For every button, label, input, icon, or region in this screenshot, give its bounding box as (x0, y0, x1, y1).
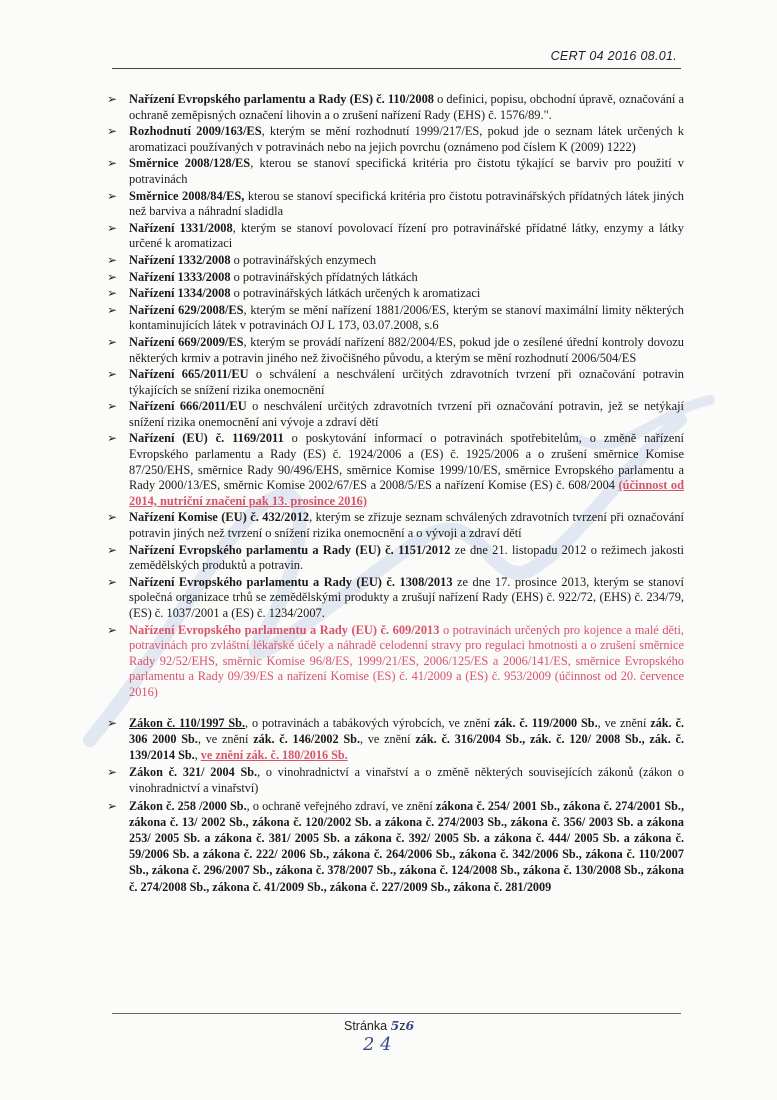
regulation-title: Nařízení Evropského parlamentu a Rady (EU) č. 1151/2012 (129, 542, 451, 557)
bullet-arrow-icon: ➢ (107, 124, 118, 139)
effective-date-note: (účinnost od 2014, nutriční značení pak 13. prosince 2016) (129, 478, 684, 508)
regulation-item (104, 156, 684, 187)
regulation-title: Nařízení 1334/2008 (129, 286, 231, 301)
regulation-title: Nařízení Evropského parlamentu a Rady (EU) č. 1308/2013 (129, 574, 453, 589)
regulation-item (104, 253, 684, 269)
law-text: , ve znění (360, 731, 416, 746)
header-divider (112, 68, 681, 69)
regulation-item (104, 623, 684, 701)
regulation-text: , kterým se provádí nařízení 882/2004/ES, pokud jde o zesílené úřední kontroly dovozu některých krmiv a potravin jiného než živočišného původu, a kterým se mění rozhodnutí 2006/504/ES (129, 334, 684, 365)
regulation-text: , kterým se mění rozhodnutí 1999/217/ES, pokud jde o seznam látek určených k aromatizaci používaných v potravinách nebo na jejich povrchu (oznámeno pod číslem K (2009) 1222) (129, 124, 684, 154)
regulation-title: Nařízení Komise (EU) č. 432/2012 (129, 510, 310, 525)
regulation-title: Nařízení 1332/2008 (129, 252, 231, 267)
law-reference: zákona č. 254/ 2001 Sb., zákona č. 274/2001 Sb., zákona č. 13/ 2002 Sb., zákona č. 120/2002 Sb. a zákona č. 274/2003 Sb., zákona č. 356/ 2003 Sb. a zákona 253/ 2005 Sb. a zákona č. 381/ 2005 Sb. a zákona č. 392/ 2005 Sb. a zákona č. 444/ 2005 Sb. a zákona č. 59/2006 Sb. a zákona č. 222/ 2006 Sb., zákona č. 264/2006 Sb., zákona č. 342/2006 Sb., zákona č. 110/2007 Sb., zákona č. 296/2007 Sb., zákona č. 378/2007 Sb., zákona č. 124/2008 Sb., zákona č. 130/2008 Sb., zákona č. 274/2008 Sb., zákona č. 41/2009 Sb., zákona č. 227/2009 Sb., zákona č. 281/2009 (129, 798, 684, 894)
regulation-text-highlighted: o potravinách určených pro kojence a malé děti, potravinách pro zvláštní lékařské účely a náhradě celodenní stravy pro regulaci hmotnosti a o zrušení směrnice Rady 92/52/EHS, směrnic Komise 96/8/ES, 1999/21/ES, 2006/125/ES a 2006/141/ES, směrnice Evropského parlamentu a Rady 09/39/ES a nařízení Komise (ES) č. 41/2009 a (ES) č. 953/2009 (účinnost od 20. července 2016) (129, 622, 684, 699)
regulation-text: o neschválení určitých zdravotních tvrzení při označování potravin, jež se netýkají snížení rizika onemocnění ani vývoje a zdraví dětí (129, 399, 684, 429)
law-reference: Zákon č. 258 /2000 Sb. (129, 798, 247, 813)
regulation-item (104, 335, 684, 366)
bullet-arrow-icon: ➢ (107, 431, 118, 446)
page-total-handwritten: 6 (405, 1018, 415, 1033)
bullet-arrow-icon: ➢ (107, 798, 118, 813)
page-number (344, 1018, 414, 1033)
bullet-arrow-icon: ➢ (107, 92, 118, 106)
regulation-text: ze dne 21. listopadu 2012 o režimech jakosti zemědělských produktů a potravin. (129, 542, 684, 573)
page-label: Stránka (344, 1019, 388, 1033)
regulation-title: Nařízení (EU) č. 1169/2011 (129, 431, 284, 446)
bullet-arrow-icon: ➢ (107, 542, 118, 557)
regulation-item (104, 399, 684, 430)
regulation-title: Nařízení 665/2011/EU (129, 367, 249, 382)
bullet-arrow-icon: ➢ (107, 765, 118, 780)
regulation-title: Směrnice 2008/128/ES (129, 156, 251, 171)
regulation-title: Nařízení 1333/2008 (129, 269, 231, 284)
regulation-text: , kterým se stanoví povolovací řízení pro potravinářské přídatné látky, enzymy a látky určené k aromatizaci (129, 220, 684, 251)
regulation-text: ze dne 17. prosince 2013, kterým se stanoví společná organizace trhů se zemědělskými produkty a zrušují nařízení Rady (EHS) č. 922/72, (EHS) č. 234/79, (ES) č. 1037/2001 a (ES) č. 1234/2007. (129, 574, 684, 620)
regulation-item (104, 286, 684, 302)
bullet-arrow-icon: ➢ (107, 156, 118, 171)
law-text: , (194, 747, 201, 762)
regulation-item (104, 124, 684, 155)
regulation-text: , kterou se stanoví specifická kritéria pro čistotu týkající se barviv pro použití v potravinách (129, 156, 684, 186)
bullet-arrow-icon: ➢ (107, 399, 118, 414)
regulation-list (104, 92, 684, 896)
regulation-text: kterou se stanoví specifická kritéria pro čistotu potravinářských přídatných látek jiných než barviva a náhradní sladidla (129, 188, 684, 219)
footer-divider (112, 1013, 681, 1014)
law-reference: zák. č. 316/2004 Sb., zák. č. 120/ 2008 Sb., zák. č. 139/2014 Sb. (129, 731, 684, 762)
bullet-arrow-icon: ➢ (107, 269, 118, 284)
regulation-item (104, 303, 684, 334)
handwritten-page-note: 2 4 (363, 1034, 392, 1055)
bullet-arrow-icon: ➢ (107, 302, 118, 317)
law-item (104, 715, 684, 764)
page-current-handwritten: 5 (390, 1018, 400, 1033)
regulation-text: o poskytování informací o potravinách spotřebitelům, o změně nařízení Evropského parlamentu a Rady (ES) č. 1924/2006 a (ES) č. 1925/2006 a o zrušení směrnice Komise 87/250/EHS, směrnice Rady 90/496/EHS, směrnice Komise 1999/10/ES, směrnice Evropského parlamentu a Rady 2000/13/ES, směrnic Komise 2002/67/ES a 2008/5/ES a nařízení Komise (ES) č. 608/2004 (129, 431, 684, 493)
law-text: , o vinohradnictví a vinařství a o změně některých souvisejících zákonů (zákon o vinohradnictví a vinařství) (129, 765, 684, 796)
regulation-text: o schválení a neschválení určitých zdravotních tvrzení při označování potravin týkajících se snížení rizika onemocnění (129, 367, 684, 397)
page-of: z (399, 1019, 406, 1033)
regulation-title: Rozhodnutí 2009/163/ES (129, 124, 262, 139)
bullet-arrow-icon: ➢ (107, 367, 118, 382)
law-reference: zák. č. 119/2000 Sb. (494, 715, 598, 730)
law-text: , ve znění (597, 715, 651, 730)
law-text: , o ochraně veřejného zdraví, ve znění (246, 798, 436, 813)
regulation-title: Nařízení Evropského parlamentu a Rady (ES) č. 110/2008 (129, 92, 434, 106)
regulation-item (104, 221, 684, 252)
regulation-text: o potravinářských látkách určených k aromatizaci (230, 286, 481, 301)
regulation-title: Nařízení 666/2011/EU (129, 399, 247, 414)
bullet-arrow-icon: ➢ (107, 715, 118, 730)
regulation-item (104, 367, 684, 398)
bullet-arrow-icon: ➢ (107, 334, 118, 349)
law-title: Zákon č. 110/1997 Sb. (129, 715, 246, 730)
regulation-text: o potravinářských enzymech (230, 252, 377, 267)
law-text: , o potravinách a tabákových výrobcích, ve znění (245, 715, 495, 730)
regulation-title: Nařízení 629/2008/ES (129, 302, 244, 317)
law-reference: zák. č. 146/2002 Sb. (253, 731, 360, 746)
bullet-arrow-icon: ➢ (107, 510, 118, 525)
law-text: , ve znění (197, 731, 254, 746)
regulation-item (104, 543, 684, 574)
regulation-item (104, 92, 684, 123)
law-reference: zák. č. 306 2000 Sb. (129, 715, 684, 746)
law-amendment-highlighted: ve znění zák. č. 180/2016 Sb. (200, 747, 348, 762)
law-item (104, 764, 684, 796)
bullet-arrow-icon: ➢ (107, 622, 118, 637)
regulation-text: , kterým se mění nařízení 1881/2006/ES, kterým se stanoví maximální limity některých kontaminujících látek v potravinách OJ L 173, 03.07.2008, s.6 (129, 302, 684, 333)
regulation-text: , kterým se zřizuje seznam schválených zdravotních tvrzení při označování potravin jiných než tvrzení o snížení rizika onemocnění a o vývoji a zdraví dětí (129, 510, 684, 541)
regulation-title: Nařízení 1331/2008 (129, 220, 233, 235)
regulation-item (104, 189, 684, 220)
law-item (104, 798, 684, 895)
regulation-title: Směrnice 2008/84/ES, (129, 188, 245, 203)
regulation-text: o definici, popisu, obchodní úpravě, označování a ochraně zeměpisných označení lihovin a o zrušení nařízení Rady (EHS) č. 1576/89.". (129, 92, 684, 122)
bullet-arrow-icon: ➢ (107, 286, 118, 301)
bullet-arrow-icon: ➢ (107, 220, 118, 235)
bullet-arrow-icon: ➢ (107, 574, 118, 589)
regulation-title-highlighted: Nařízení Evropského parlamentu a Rady (EU) č. 609/2013 (129, 622, 440, 637)
regulation-text: o potravinářských přídatných látkách (230, 269, 418, 284)
regulation-item (104, 431, 684, 509)
bullet-arrow-icon: ➢ (107, 188, 118, 203)
bullet-arrow-icon: ➢ (107, 252, 118, 267)
law-reference: Zákon č. 321/ 2004 Sb. (129, 765, 258, 780)
page-header-code: CERT 04 2016 08.01. (550, 49, 677, 63)
regulation-title: Nařízení 669/2009/ES (129, 334, 244, 349)
regulation-item (104, 575, 684, 622)
regulation-item (104, 270, 684, 286)
regulation-item (104, 510, 684, 541)
